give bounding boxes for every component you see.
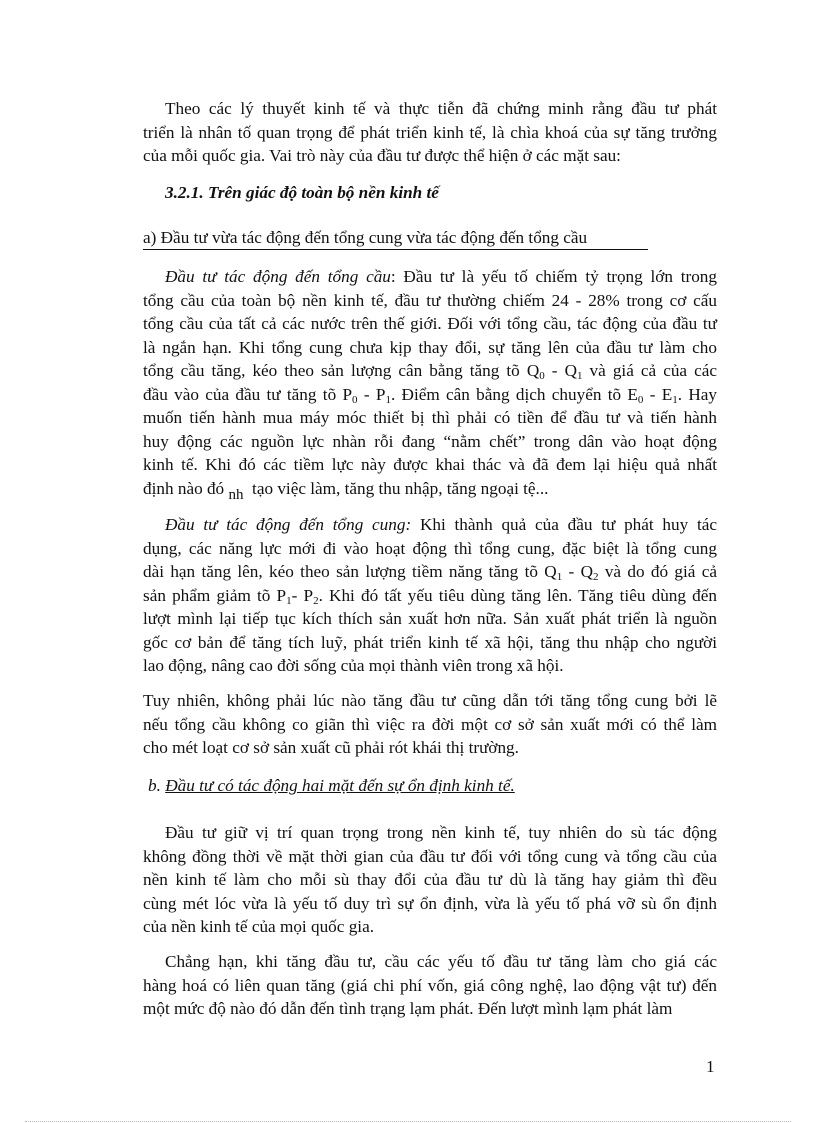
text-fragment: - P	[357, 384, 386, 404]
text-line	[143, 359, 717, 383]
example-paragraph	[143, 950, 717, 1021]
text-line	[143, 560, 717, 584]
text-line	[143, 383, 717, 407]
text-line	[143, 265, 717, 289]
text-line: tổng cầu của toàn bộ nền kinh tế, đầu tư thường chiếm 24 - 28% trong cơ cấu	[143, 290, 717, 310]
intro-paragraph	[143, 97, 717, 168]
text-line: một mức độ nào đó dẫn đến tình trạng lạm phát. Đến lượt mình lạm phát làm	[143, 999, 673, 1018]
text-line: là ngắn hạn. Khi tổng cung chưa kịp thay đổi, sự tăng lên của đầu tư làm cho	[143, 337, 717, 357]
text-fragment: - E	[643, 384, 673, 404]
text-line: lao động, nâng cao đời sống của mọi thành viên trong xã hội.	[143, 656, 564, 675]
text-fragment: tổng cầu tăng, kéo theo sản lượng cân bằng tăng tõ Q	[143, 361, 540, 380]
text-line: cho mét loạt cơ sở sản xuất cũ phải rót khái thị trường.	[143, 738, 519, 757]
subscript: 2	[313, 594, 319, 607]
text-fragment: - Q	[562, 562, 593, 581]
text-fragment: và do đó giá cả	[598, 562, 718, 581]
aggregate-supply-paragraph	[143, 513, 717, 678]
text-line: kinh tế. Khi đó các tiềm lực này được khai thác và đã đem lại hiệu quả nhất	[143, 455, 717, 474]
text-line: Theo các lý thuyết kinh tế và thực tiễn đã chứng minh rằng đầu tư phát	[165, 99, 717, 118]
text-fragment: Khi thành quả của đầu tư phát huy tác	[411, 515, 717, 534]
text-line: Tuy nhiên, không phải lúc nào tăng đầu tư cũng dẫn tới tăng tổng cung bởi lẽ	[143, 691, 717, 710]
text-line: huy động các nguồn lực nhàn rỗi đang “nằm chết” trong dân vào hoạt động	[143, 431, 717, 451]
text-fragment: dài hạn tăng lên, kéo theo sản lượng tiềm năng tăng tõ Q	[143, 562, 557, 581]
stability-paragraph	[143, 821, 717, 939]
text-fragment: . Khi đó tất yếu tiêu dùng tăng lên. Tăng tiêu dùng đến	[318, 585, 717, 605]
stray-subscript: nh	[228, 486, 244, 503]
text-line: không đồng thời về mặt thời gian của đầu tư đối với tổng cung và tổng cầu của	[143, 846, 717, 866]
text-fragment: - Q	[544, 361, 577, 380]
text-fragment: định nào đó	[143, 478, 225, 498]
text-line	[143, 584, 717, 608]
text-line: tổng cầu của tất cả các nước trên thế giới. Đối với tổng cầu, tác động của đầu tư	[143, 314, 717, 333]
text-fragment: đầu vào của đầu tư tăng tõ P	[143, 384, 353, 404]
text-line: của mỗi quốc gia. Vai trò này của đầu tư được thể hiện ở các mặt sau:	[143, 146, 621, 165]
text-line: nếu tổng cầu không co giãn thì việc ra đời một cơ sở sản xuất mới có thể làm	[143, 714, 717, 734]
subscript: 0	[539, 370, 545, 382]
page-number: 1	[706, 1057, 715, 1076]
subscript: 1	[672, 393, 678, 406]
heading-text: Đầu tư có tác động hai mặt đến sự ổn định kinh tế.	[165, 776, 515, 795]
text-fragment: tạo việc làm, tăng thu nhập, tăng ngoại tệ...	[252, 478, 549, 498]
page-bottom-divider	[25, 1121, 791, 1122]
text-line: hàng hoá có liên quan tăng (giá chi phí vốn, giá công nghệ, lao động vật tư) đến	[143, 975, 717, 995]
text-fragment: sản phẩm giảm tõ P	[143, 585, 287, 605]
subscript: 1	[556, 571, 563, 583]
aggregate-demand-paragraph	[143, 265, 717, 503]
text-line: nền kinh tế làm cho mỗi sù thay đổi của đầu tư dù là tăng hay giảm thì đều	[143, 870, 717, 889]
section-heading: 3.2.1. Trên giác độ toàn bộ nền kinh tế	[165, 183, 439, 202]
text-line: triển là nhân tố quan trọng để phát triển kinh tế, là chìa khoá của sự tăng trưởng	[143, 122, 717, 142]
text-line	[143, 513, 717, 537]
text-line: gốc cơ bản để tăng tích luỹ, phát triển kinh tế xã hội, tăng thu nhập cho người	[143, 632, 717, 652]
text-fragment: . Điểm cân bằng dịch chuyển tõ E	[390, 384, 638, 404]
text-line: cùng mét lóc vừa là yếu tố duy trì sự ổn định, vừa là yếu tố phá vỡ sù ổn định	[143, 893, 717, 913]
text-line: Chẳng hạn, khi tăng đầu tư, cầu các yếu tố đầu tư tăng làm cho giá các	[165, 952, 717, 971]
however-paragraph	[143, 689, 717, 760]
subscript: 1	[577, 370, 583, 382]
heading-prefix: b.	[148, 776, 166, 795]
subscript: 1	[385, 393, 391, 406]
text-fragment: - P	[291, 585, 314, 605]
text-line: lượt mình lại tiếp tục kích thích sản xuất hơn nữa. Sản xuất phát triển là nguồn	[143, 609, 717, 628]
text-fragment: : Đầu tư là yếu tố chiếm tỷ trọng lớn trong	[390, 267, 717, 286]
text-line	[143, 477, 717, 501]
italic-lead: Đầu tư tác động đến tổng cầu	[165, 267, 391, 286]
subscript: 0	[637, 393, 644, 406]
subscript: 1	[286, 594, 292, 607]
subsection-heading-a: a) Đầu tư vừa tác động đến tổng cung vừa tác động đến tổng cầu	[143, 228, 648, 250]
text-line: của nền kinh tế của mọi quốc gia.	[143, 917, 374, 936]
text-line: dụng, các năng lực mới đi vào hoạt động thì tổng cung, đặc biệt là tổng cung	[143, 538, 717, 558]
text-line: Đầu tư giữ vị trí quan trọng trong nền kinh tế, tuy nhiên do sù tác động	[165, 823, 717, 842]
text-fragment: và giá cả của các	[582, 361, 717, 380]
text-fragment: . Hay	[677, 384, 717, 404]
subscript: 2	[593, 571, 599, 583]
text-line: muốn tiến hành mua máy móc thiết bị thì phải có tiền để đầu tư và tiến hành	[143, 408, 717, 427]
subscript: 0	[352, 393, 358, 406]
subsection-heading-b	[148, 776, 515, 796]
italic-lead: Đầu tư tác động đến tổng cung:	[165, 515, 412, 534]
